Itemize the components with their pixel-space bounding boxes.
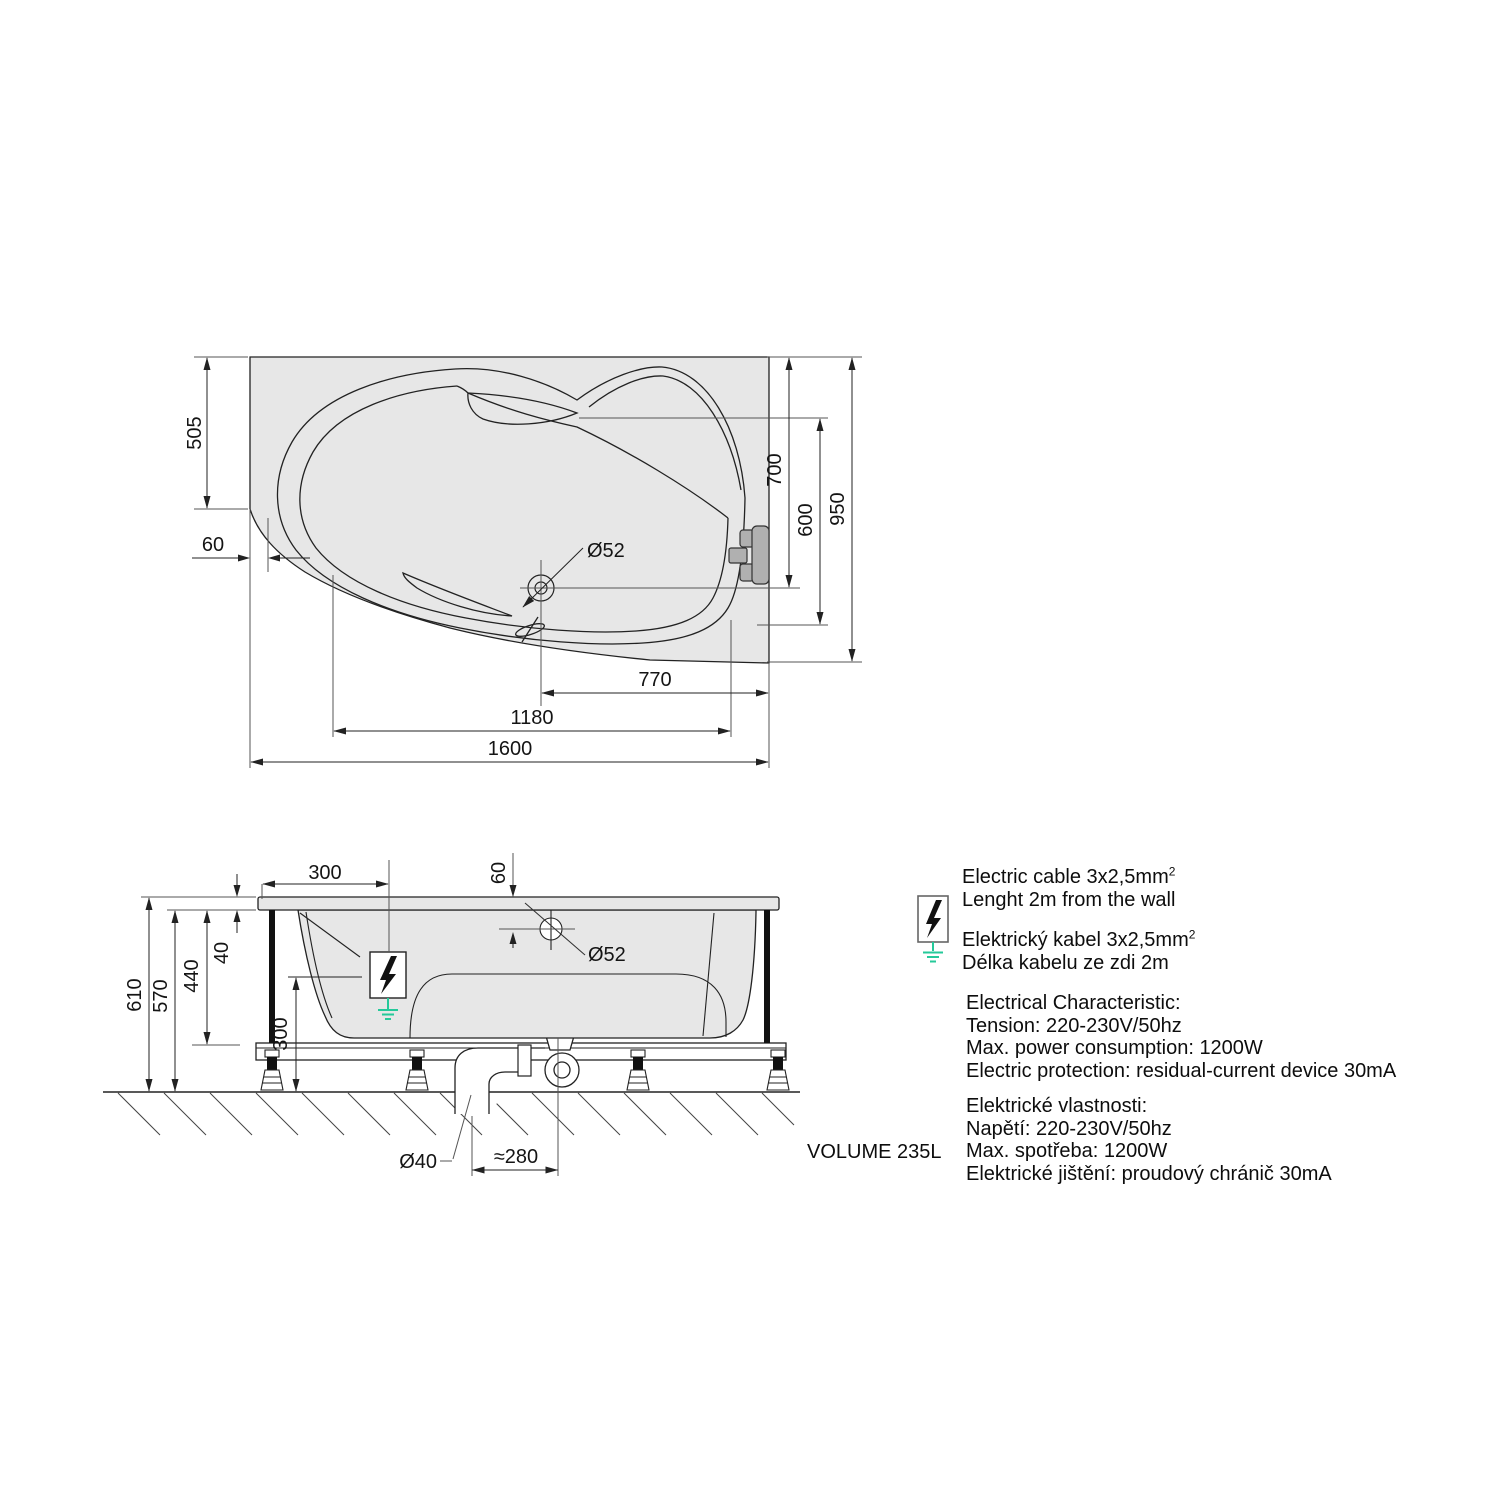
elec-cz-title: Elektrické vlastnosti: [966,1095,1148,1117]
side-drain-label: Ø52 [588,944,626,966]
cable-note-en-1: Electric cable $3x2,5mm^2$ [962,864,1176,888]
plan-drain-label: Ø52 [587,540,625,562]
side-dim-610: 610 [124,978,146,1012]
side-dim-280: ≈280 [493,1146,539,1168]
cable-note-en-2: Lenght 2m from the wall [962,889,1176,911]
side-dim-300-floor: 300 [270,1017,292,1051]
volume-label: VOLUME 235L [807,1141,942,1163]
elec-en-tension: Tension: 220-230V/50hz [966,1014,1182,1037]
electrical-characteristics-cz [966,1095,1332,1185]
side-dim-300-top: 300 [308,862,342,884]
elec-cz-tension: Napětí: 220-230V/50hz [966,1117,1172,1140]
dim-1600: 1600 [487,738,533,760]
elec-en-protection: Electric protection: residual-current device 30mA [966,1059,1397,1082]
cable-note-cz-2: Délka kabelu ze zdi 2m [962,952,1169,974]
electrical-characteristics-en [966,992,1396,1082]
dim-60: 60 [201,534,225,556]
side-dim-40: 40 [211,941,233,965]
elec-en-power: Max. power consumption: 1200W [966,1037,1263,1060]
side-dim-60: 60 [488,861,510,885]
side-waste-label: Ø40 [399,1151,437,1173]
superscript-2: 2 [1168,864,1176,879]
elec-cz-protection: Elektrické jištění: proudový chránič 30mA [966,1162,1332,1185]
side-dim-570: 570 [150,979,172,1013]
cable-note-cz-1: Elektrický kabel $3x2,5mm^2$ [962,927,1196,951]
dim-1180: 1180 [510,707,554,729]
dim-700: 700 [764,453,786,487]
dim-600: 600 [795,503,817,537]
dim-505: 505 [184,416,206,450]
dim-950: 950 [827,492,849,526]
side-dim-440: 440 [181,959,203,993]
elec-cz-power: Max. spotřeba: 1200W [966,1140,1168,1163]
elec-en-title: Electrical Characteristic: [966,992,1181,1014]
superscript-2: 2 [1188,927,1196,942]
dim-770: 770 [638,669,672,691]
